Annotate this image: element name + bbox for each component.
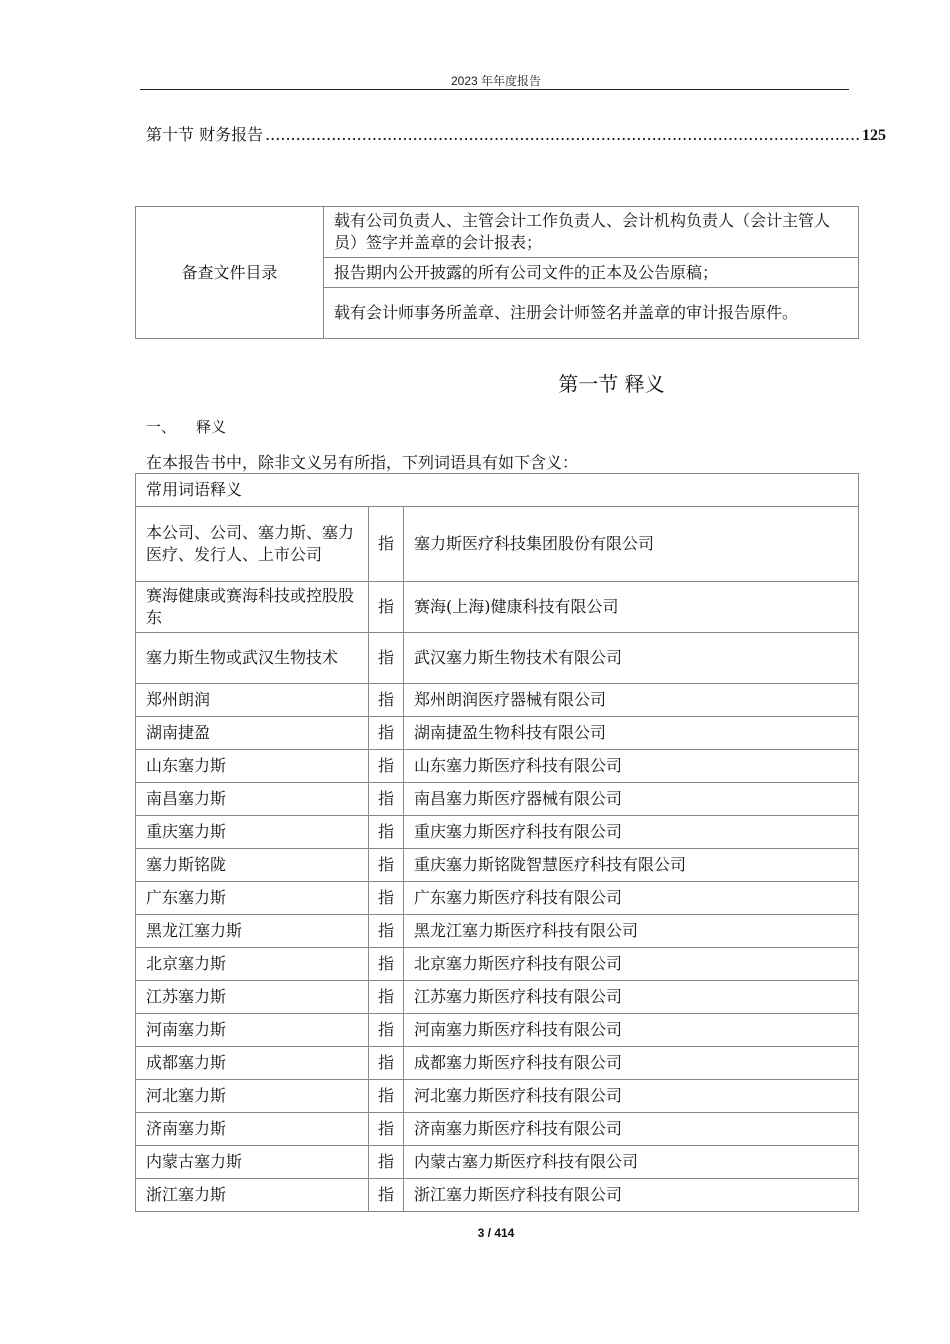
- reference-doc-item: 载有会计师事务所盖章、注册会计师签名并盖章的审计报告原件。: [324, 288, 859, 339]
- definition-meaning: 浙江塞力斯医疗科技有限公司: [404, 1179, 859, 1212]
- definition-zhi: 指: [369, 750, 404, 783]
- definition-term: 黑龙江塞力斯: [136, 915, 369, 948]
- definitions-table: [135, 473, 859, 1212]
- definition-meaning: 武汉塞力斯生物技术有限公司: [404, 633, 859, 684]
- definition-zhi: 指: [369, 582, 404, 633]
- definition-term: 南昌塞力斯: [136, 783, 369, 816]
- definition-term: 广东塞力斯: [136, 882, 369, 915]
- definition-term: 河南塞力斯: [136, 1014, 369, 1047]
- definition-term: 北京塞力斯: [136, 948, 369, 981]
- definition-meaning: 重庆塞力斯医疗科技有限公司: [404, 816, 859, 849]
- definition-zhi: 指: [369, 915, 404, 948]
- definition-meaning: 山东塞力斯医疗科技有限公司: [404, 750, 859, 783]
- definition-meaning: 塞力斯医疗科技集团股份有限公司: [404, 507, 859, 582]
- definition-zhi: 指: [369, 849, 404, 882]
- definition-term: 湖南捷盈: [136, 717, 369, 750]
- reference-docs-table: [135, 206, 859, 339]
- definition-meaning: 北京塞力斯医疗科技有限公司: [404, 948, 859, 981]
- definition-meaning: 内蒙古塞力斯医疗科技有限公司: [404, 1146, 859, 1179]
- definition-zhi: 指: [369, 1113, 404, 1146]
- definition-meaning: 郑州朗润医疗器械有限公司: [404, 684, 859, 717]
- definition-zhi: 指: [369, 882, 404, 915]
- subsection-heading: [146, 416, 246, 437]
- definition-meaning: 河北塞力斯医疗科技有限公司: [404, 1080, 859, 1113]
- definition-term: 济南塞力斯: [136, 1113, 369, 1146]
- definition-zhi: 指: [369, 783, 404, 816]
- definition-zhi: 指: [369, 1080, 404, 1113]
- toc-page-number: 125: [862, 127, 886, 144]
- definition-zhi: 指: [369, 1179, 404, 1212]
- header-divider: [140, 89, 849, 90]
- definition-meaning: 成都塞力斯医疗科技有限公司: [404, 1047, 859, 1080]
- definition-term: 山东塞力斯: [136, 750, 369, 783]
- definition-meaning: 重庆塞力斯铭陇智慧医疗科技有限公司: [404, 849, 859, 882]
- definition-meaning: 湖南捷盈生物科技有限公司: [404, 717, 859, 750]
- definition-meaning: 赛海(上海)健康科技有限公司: [404, 582, 859, 633]
- definition-zhi: 指: [369, 717, 404, 750]
- definition-term: 内蒙古塞力斯: [136, 1146, 369, 1179]
- definition-meaning: 南昌塞力斯医疗器械有限公司: [404, 783, 859, 816]
- definition-term: 重庆塞力斯: [136, 816, 369, 849]
- definition-zhi: 指: [369, 1014, 404, 1047]
- definition-meaning: 江苏塞力斯医疗科技有限公司: [404, 981, 859, 1014]
- definitions-intro: 在本报告书中，除非文义另有所指，下列词语具有如下含义：: [146, 453, 579, 472]
- definition-term: 浙江塞力斯: [136, 1179, 369, 1212]
- definition-zhi: 指: [369, 684, 404, 717]
- definition-zhi: 指: [369, 816, 404, 849]
- definition-zhi: 指: [369, 1146, 404, 1179]
- definition-term: 塞力斯生物或武汉生物技术: [136, 633, 369, 684]
- definition-zhi: 指: [369, 633, 404, 684]
- definition-term: 郑州朗润: [136, 684, 369, 717]
- definition-term: 河北塞力斯: [136, 1080, 369, 1113]
- definition-meaning: 黑龙江塞力斯医疗科技有限公司: [404, 915, 859, 948]
- definition-term: 本公司、公司、塞力斯、塞力医疗、发行人、上市公司: [136, 507, 369, 582]
- definition-zhi: 指: [369, 948, 404, 981]
- definition-meaning: 河南塞力斯医疗科技有限公司: [404, 1014, 859, 1047]
- definition-zhi: 指: [369, 981, 404, 1014]
- reference-doc-item: 报告期内公开披露的所有公司文件的正本及公告原稿；: [324, 258, 859, 288]
- reference-docs-label: 备查文件目录: [136, 207, 324, 339]
- toc-leader-dots: [265, 125, 860, 144]
- definition-term: 赛海健康或赛海科技或控股股东: [136, 582, 369, 633]
- definition-meaning: 济南塞力斯医疗科技有限公司: [404, 1113, 859, 1146]
- definition-term: 成都塞力斯: [136, 1047, 369, 1080]
- subsection-title: 释义: [196, 418, 227, 436]
- definition-meaning: 广东塞力斯医疗科技有限公司: [404, 882, 859, 915]
- toc-entry-label: 第十节 财务报告: [146, 125, 264, 144]
- subsection-number: 一、: [146, 418, 177, 436]
- reference-doc-item: 载有公司负责人、主管会计工作负责人、会计机构负责人（会计主管人员）签字并盖章的会计报表；: [324, 207, 859, 258]
- definition-term: 江苏塞力斯: [136, 981, 369, 1014]
- toc-entry[interactable]: [146, 122, 886, 145]
- page-indicator: 3 / 414: [477, 1226, 515, 1240]
- page-header-title: 2023 年年度报告: [450, 74, 542, 88]
- definition-zhi: 指: [369, 507, 404, 582]
- definitions-table-header: 常用词语释义: [136, 474, 859, 507]
- definition-term: 塞力斯铭陇: [136, 849, 369, 882]
- section-title: 第一节 释义: [558, 372, 665, 396]
- definition-zhi: 指: [369, 1047, 404, 1080]
